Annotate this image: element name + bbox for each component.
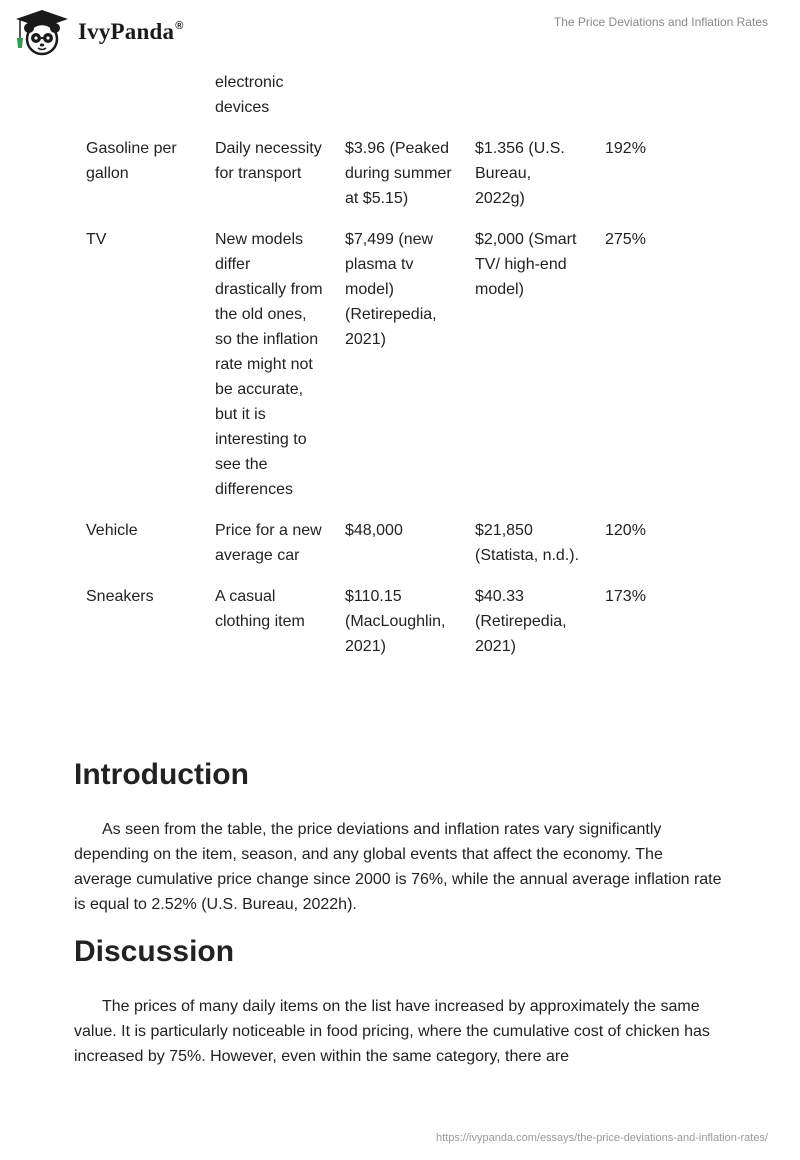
- introduction-heading: Introduction: [74, 758, 249, 791]
- past-price-cell: $40.33 (Retirepedia, 2021): [475, 588, 567, 655]
- current-price-cell: [333, 60, 463, 136]
- change-cell: 120%: [605, 522, 646, 539]
- page-header: [0, 0, 800, 60]
- item-cell: TV: [86, 231, 107, 248]
- source-url[interactable]: https://ivypanda.com/essays/the-price-deviations-and-inflation-rates/: [436, 1132, 768, 1144]
- change-cell: [593, 60, 728, 136]
- current-price-cell: $3.96 (Peaked during summer at $5.15): [345, 140, 452, 207]
- logo[interactable]: [14, 8, 184, 56]
- item-cell: Gasoline per gallon: [86, 140, 177, 182]
- item-cell: Vehicle: [86, 522, 138, 539]
- table-row: [74, 60, 728, 136]
- table-row: [74, 518, 728, 584]
- current-price-cell: $48,000: [345, 522, 403, 539]
- panda-graduate-icon: [14, 8, 70, 56]
- item-cell: [74, 60, 203, 136]
- past-price-cell: [463, 60, 593, 136]
- discussion-paragraph: The prices of many daily items on the list have increased by approximately the same value. It is particularly noticeable in food pricing, where the cumulative cost of chicken has increased by 75%. However, even within the same category, there are: [74, 998, 710, 1065]
- description-cell: electronic devices: [215, 74, 284, 116]
- current-price-cell: $7,499 (new plasma tv model) (Retirepedia, 2021): [345, 231, 437, 348]
- change-cell: 275%: [605, 231, 646, 248]
- introduction-paragraph: As seen from the table, the price deviations and inflation rates vary significantly depending on the item, season, and any global events that affect the economy. The average cumulative price change since 2000 is 76%, while the annual average inflation rate is equal to 2.52% (U.S. Bureau, 2022h).: [74, 821, 722, 913]
- table-row: [74, 136, 728, 227]
- change-cell: 192%: [605, 140, 646, 157]
- description-cell: New models differ drastically from the old ones, so the inflation rate might not be accurate, but it is interesting to see the differences: [215, 231, 323, 498]
- description-cell: Price for a new average car: [215, 522, 322, 564]
- change-cell: 173%: [605, 588, 646, 605]
- document-title: The Price Deviations and Inflation Rates: [553, 15, 768, 29]
- item-cell: Sneakers: [86, 588, 154, 605]
- price-table: [74, 60, 728, 675]
- current-price-cell: $110.15 (MacLoughlin, 2021): [345, 588, 446, 655]
- table-row: [74, 584, 728, 675]
- description-cell: A casual clothing item: [215, 588, 305, 630]
- discussion-heading: Discussion: [74, 935, 235, 968]
- description-cell: Daily necessity for transport: [215, 140, 322, 182]
- brand-name: IvyPanda®: [78, 19, 184, 44]
- table-row: [74, 227, 728, 518]
- past-price-cell: $1.356 (U.S. Bureau, 2022g): [475, 140, 565, 207]
- past-price-cell: $2,000 (Smart TV/ high-end model): [475, 231, 577, 298]
- past-price-cell: $21,850 (Statista, n.d.).: [475, 522, 580, 564]
